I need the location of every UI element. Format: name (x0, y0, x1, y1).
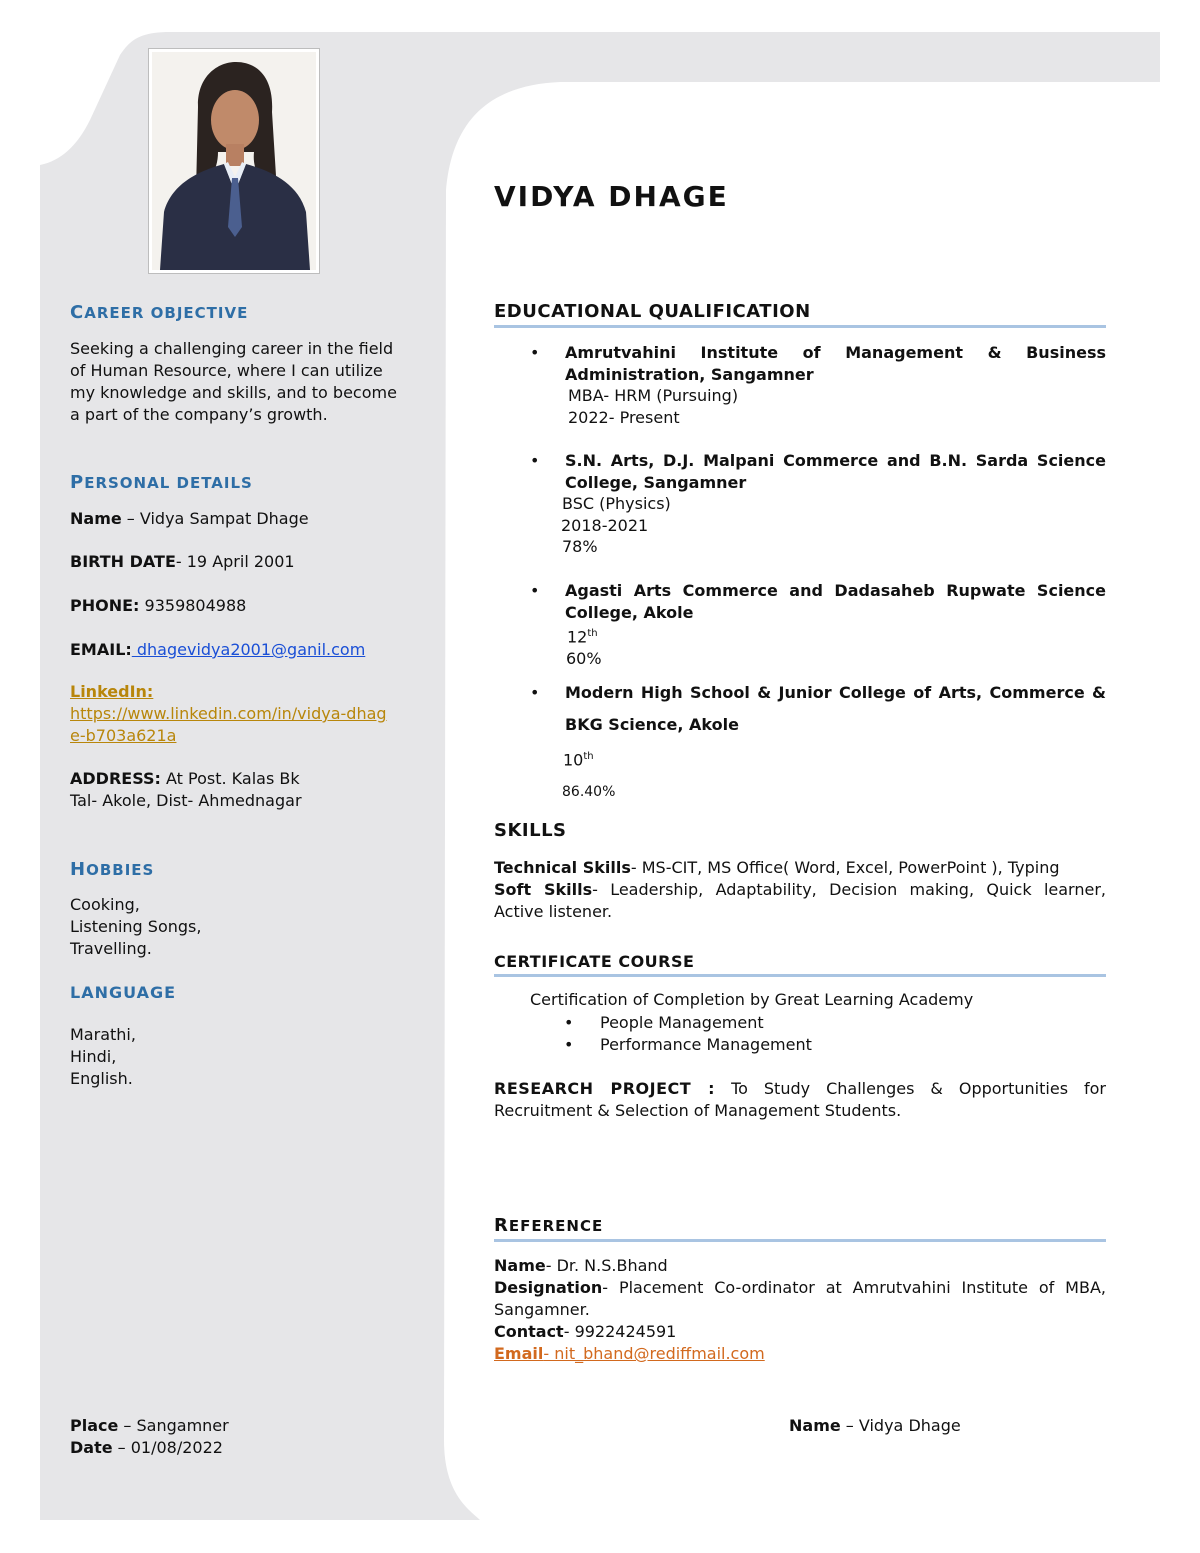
list-item: • People Management (564, 1013, 764, 1032)
bullet-icon: • (530, 451, 540, 470)
profile-photo (148, 48, 320, 274)
reference-designation: Designation- Placement Co-ordinator at Amrutvahini Institute of MBA, Sangamner. (494, 1278, 1106, 1319)
education-heading: EDUCATIONAL QUALIFICATION (494, 301, 1106, 328)
class: 10th (563, 750, 594, 770)
place-date (70, 1415, 229, 1459)
certificate-list (494, 1012, 1106, 1055)
bullet-icon: • (530, 683, 540, 702)
personal-phone: PHONE: 9359804988 (70, 596, 247, 615)
reference-email-link[interactable]: Email- nit_bhand@rediffmail.com (494, 1344, 765, 1363)
personal-details-heading: PERSONAL DETAILS (70, 472, 253, 493)
hobby-item: Travelling. (70, 939, 152, 958)
reference-heading: REFERENCE (494, 1215, 1106, 1242)
course: MBA- HRM (Pursuing) (568, 386, 739, 405)
signature-name: Name – Vidya Dhage (789, 1416, 961, 1435)
soft-skills: Soft Skills- Leadership, Adaptability, Decision making, Quick learner, Active listener. (494, 880, 1106, 921)
linkedin-label[interactable]: LinkedIn: (70, 682, 154, 701)
institution-name: Agasti Arts Commerce and Dadasaheb Rupwate Science College, Akole (565, 581, 1106, 622)
hobby-item: Listening Songs, (70, 917, 202, 936)
candidate-name: VIDYA DHAGE (494, 180, 729, 213)
education-section (494, 301, 1106, 328)
year: 2018-2021 (561, 515, 649, 535)
education-item (494, 450, 1106, 558)
bullet-icon: • (530, 343, 540, 362)
reference-contact: Contact- 9922424591 (494, 1322, 677, 1341)
language-list (70, 1024, 136, 1090)
personal-email: EMAIL: dhagevidya2001@ganil.com (70, 640, 366, 659)
linkedin-link[interactable]: https://www.linkedin.com/in/vidya-dhage-b703a621a (70, 704, 387, 745)
bullet-icon: • (530, 581, 540, 600)
hobbies-list (70, 894, 201, 960)
place-line: Place – Sangamner (70, 1416, 229, 1435)
institution-name: Modern High School & Junior College of Arts, Commerce & BKG Science, Akole (565, 683, 1106, 734)
reference-section (494, 1215, 1106, 1242)
education-item (494, 342, 1106, 428)
skills-heading: SKILLS (494, 820, 567, 841)
certificate-heading: CERTIFICATE COURSE (494, 952, 1106, 977)
reference-name: Name- Dr. N.S.Bhand (494, 1256, 668, 1275)
technical-skills: Technical Skills- MS-CIT, MS Office( Word, Excel, PowerPoint ), Typing (494, 858, 1060, 877)
list-item: • Performance Management (564, 1034, 812, 1054)
personal-name: Name – Vidya Sampat Dhage (70, 509, 309, 528)
hobbies-heading: HOBBIES (70, 859, 155, 880)
research-project: RESEARCH PROJECT : To Study Challenges & Opportunities for Recruitment & Selection of Management Students. (494, 1079, 1107, 1120)
bullet-icon: • (564, 1034, 574, 1054)
personal-linkedin (70, 681, 390, 747)
year: 2022- Present (568, 407, 680, 427)
language-heading: LANGUAGE (70, 983, 177, 1002)
personal-address: ADDRESS: At Post. Kalas Bk Tal- Akole, Dist- Ahmednagar (70, 769, 302, 810)
score: 86.40% (562, 784, 616, 801)
career-objective-text: Seeking a challenging career in the field of Human Resource, where I can utilize my knowledge and skills, and to become a part of the company’s growth. (70, 339, 397, 424)
score: 78% (562, 537, 598, 556)
person-portrait-icon (152, 52, 316, 270)
language-item: Marathi, (70, 1025, 136, 1044)
email-link[interactable]: dhagevidya2001@ganil.com (131, 640, 366, 659)
institution-name: S.N. Arts, D.J. Malpani Commerce and B.N. Sarda Science College, Sangamner (565, 451, 1106, 492)
personal-birth-date: BIRTH DATE- 19 April 2001 (70, 552, 295, 571)
education-item (494, 677, 1106, 808)
education-item (494, 580, 1106, 669)
certificate-section (494, 952, 1106, 977)
bullet-icon: • (564, 1013, 574, 1032)
reference-content (494, 1255, 1106, 1365)
career-objective-heading: CAREER OBJECTIVE (70, 302, 249, 323)
hobby-item: Cooking, (70, 895, 140, 914)
score: 60% (566, 648, 602, 668)
course: BSC (Physics) (562, 494, 671, 513)
certificate-intro: Certification of Completion by Great Learning Academy (530, 990, 974, 1009)
language-item: Hindi, (70, 1047, 117, 1066)
language-item: English. (70, 1069, 133, 1088)
institution-name: Amrutvahini Institute of Management & Business Administration, Sangamner (565, 343, 1106, 384)
date-line: Date – 01/08/2022 (70, 1438, 223, 1457)
class: 12th (567, 627, 598, 647)
skills-content (494, 857, 1106, 923)
reference-email (494, 1343, 1106, 1365)
